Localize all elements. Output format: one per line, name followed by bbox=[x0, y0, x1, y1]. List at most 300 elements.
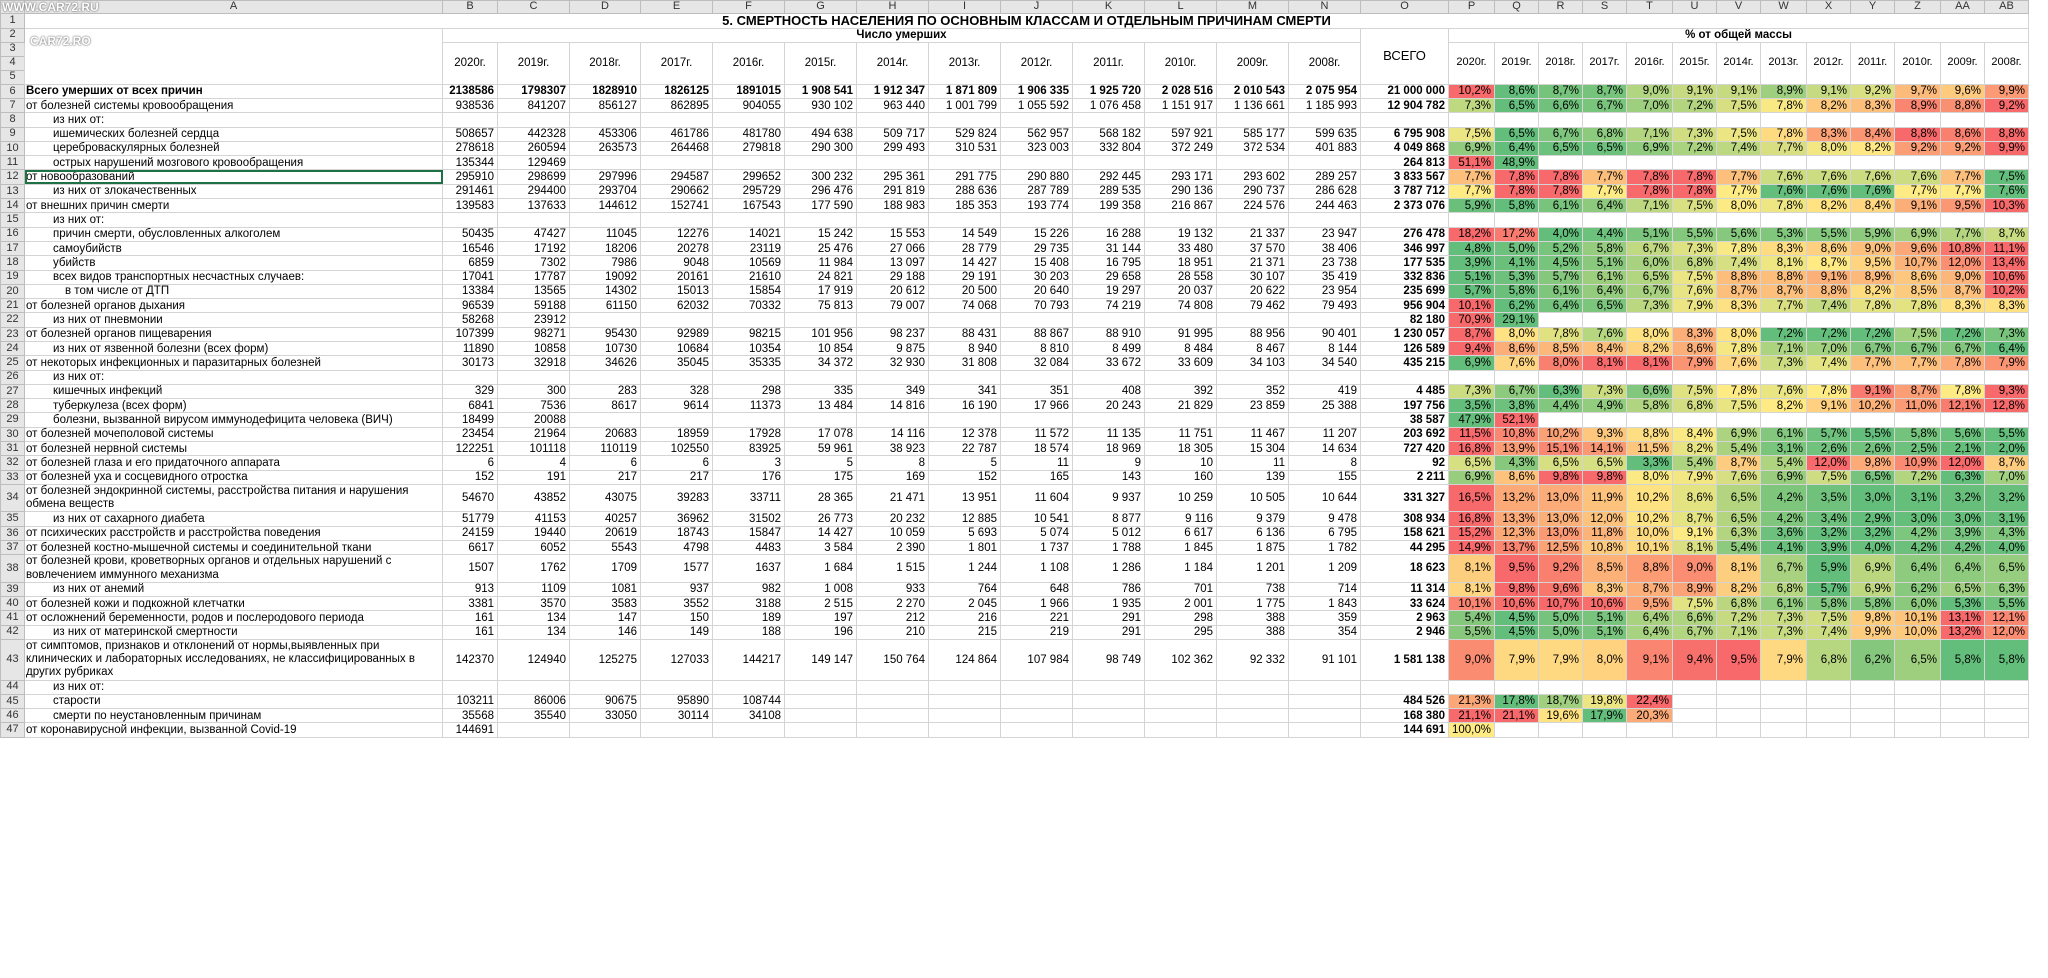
deaths-count-header[interactable]: Число умерших bbox=[443, 28, 1361, 42]
percent-cell[interactable]: 7,5% bbox=[1673, 199, 1717, 213]
value-cell[interactable] bbox=[1145, 370, 1217, 384]
row-number[interactable]: 24 bbox=[1, 341, 25, 355]
value-cell[interactable]: 2 270 bbox=[857, 597, 929, 611]
value-cell[interactable]: 19092 bbox=[570, 270, 641, 284]
value-cell[interactable]: 4798 bbox=[641, 540, 713, 554]
percent-cell[interactable] bbox=[1627, 680, 1673, 694]
value-cell[interactable] bbox=[498, 113, 570, 127]
value-cell[interactable]: 1 136 661 bbox=[1217, 98, 1289, 112]
value-cell[interactable]: 160 bbox=[1145, 470, 1217, 484]
value-cell[interactable]: 3188 bbox=[713, 597, 785, 611]
percent-cell[interactable] bbox=[1807, 723, 1851, 737]
percent-cell[interactable]: 13,2% bbox=[1495, 484, 1539, 511]
row-number[interactable]: 13 bbox=[1, 184, 25, 198]
percent-cell[interactable] bbox=[1895, 723, 1941, 737]
percent-cell[interactable]: 10,2% bbox=[1627, 512, 1673, 526]
value-cell[interactable] bbox=[498, 370, 570, 384]
value-cell[interactable] bbox=[1289, 694, 1361, 708]
value-cell[interactable]: 1 925 720 bbox=[1073, 84, 1145, 98]
value-cell[interactable]: 11373 bbox=[713, 399, 785, 413]
percent-cell[interactable]: 8,9% bbox=[1673, 582, 1717, 596]
value-cell[interactable]: 32918 bbox=[498, 356, 570, 370]
percent-cell[interactable]: 7,6% bbox=[1851, 184, 1895, 198]
percent-cell[interactable]: 9,0% bbox=[1627, 84, 1673, 98]
value-cell[interactable]: 92989 bbox=[641, 327, 713, 341]
total-cell[interactable]: 168 380 bbox=[1361, 709, 1449, 723]
percent-cell[interactable] bbox=[1717, 709, 1761, 723]
value-cell[interactable]: 1891015 bbox=[713, 84, 785, 98]
percent-cell[interactable]: 9,2% bbox=[1895, 141, 1941, 155]
percent-cell[interactable]: 15,2% bbox=[1449, 526, 1495, 540]
value-cell[interactable]: 62032 bbox=[641, 299, 713, 313]
value-cell[interactable] bbox=[1145, 313, 1217, 327]
value-cell[interactable]: 29 191 bbox=[929, 270, 1001, 284]
value-cell[interactable]: 529 824 bbox=[929, 127, 1001, 141]
percent-cell[interactable]: 8,4% bbox=[1851, 199, 1895, 213]
percent-cell[interactable]: 9,8% bbox=[1851, 456, 1895, 470]
percent-cell[interactable]: 6,4% bbox=[1539, 299, 1583, 313]
value-cell[interactable] bbox=[1145, 113, 1217, 127]
value-cell[interactable]: 21610 bbox=[713, 270, 785, 284]
year-header[interactable]: 2012г. bbox=[1001, 42, 1073, 84]
value-cell[interactable]: 453306 bbox=[570, 127, 641, 141]
percent-cell[interactable] bbox=[1539, 413, 1583, 427]
percent-cell[interactable]: 7,2% bbox=[1761, 327, 1807, 341]
total-cell[interactable] bbox=[1361, 680, 1449, 694]
value-cell[interactable]: 1826125 bbox=[641, 84, 713, 98]
percent-cell[interactable] bbox=[1627, 213, 1673, 227]
value-cell[interactable] bbox=[929, 723, 1001, 737]
percent-cell[interactable] bbox=[1895, 156, 1941, 170]
percent-cell[interactable]: 5,0% bbox=[1495, 241, 1539, 255]
row-label[interactable]: от болезней глаза и его придаточного аппарата bbox=[25, 456, 443, 470]
percent-cell[interactable] bbox=[1941, 694, 1985, 708]
value-cell[interactable]: 7986 bbox=[570, 256, 641, 270]
value-cell[interactable]: 23912 bbox=[498, 313, 570, 327]
total-cell[interactable]: 2 211 bbox=[1361, 470, 1449, 484]
value-cell[interactable]: 161 bbox=[443, 625, 498, 639]
percent-cell[interactable]: 8,7% bbox=[1673, 512, 1717, 526]
pct-year-header[interactable]: 2008г. bbox=[1985, 42, 2029, 84]
percent-cell[interactable] bbox=[1807, 213, 1851, 227]
percent-cell[interactable]: 9,1% bbox=[1673, 84, 1717, 98]
column-header-z[interactable]: Z bbox=[1895, 1, 1941, 14]
percent-cell[interactable]: 7,8% bbox=[1761, 199, 1807, 213]
percent-cell[interactable]: 8,4% bbox=[1583, 341, 1627, 355]
value-cell[interactable]: 296 476 bbox=[785, 184, 857, 198]
percent-cell[interactable] bbox=[1673, 370, 1717, 384]
value-cell[interactable]: 41153 bbox=[498, 512, 570, 526]
value-cell[interactable]: 329 bbox=[443, 384, 498, 398]
percent-cell[interactable]: 5,5% bbox=[1985, 427, 2029, 441]
value-cell[interactable]: 147 bbox=[570, 611, 641, 625]
percent-cell[interactable]: 8,5% bbox=[1539, 341, 1583, 355]
percent-cell[interactable]: 6,9% bbox=[1851, 582, 1895, 596]
value-cell[interactable]: 2 075 954 bbox=[1289, 84, 1361, 98]
value-cell[interactable]: 714 bbox=[1289, 582, 1361, 596]
column-header-f[interactable]: F bbox=[713, 1, 785, 14]
value-cell[interactable]: 5 074 bbox=[1001, 526, 1073, 540]
value-cell[interactable]: 34 103 bbox=[1217, 356, 1289, 370]
value-cell[interactable]: 913 bbox=[443, 582, 498, 596]
value-cell[interactable]: 79 493 bbox=[1289, 299, 1361, 313]
row-number[interactable]: 2 bbox=[1, 28, 25, 42]
value-cell[interactable]: 139583 bbox=[443, 199, 498, 213]
value-cell[interactable]: 125275 bbox=[570, 639, 641, 680]
value-cell[interactable]: 11890 bbox=[443, 341, 498, 355]
value-cell[interactable]: 221 bbox=[1001, 611, 1073, 625]
percent-cell[interactable]: 5,5% bbox=[1985, 597, 2029, 611]
value-cell[interactable]: 40257 bbox=[570, 512, 641, 526]
value-cell[interactable]: 23 738 bbox=[1289, 256, 1361, 270]
percent-cell[interactable]: 8,1% bbox=[1673, 540, 1717, 554]
percent-cell[interactable]: 6,7% bbox=[1673, 625, 1717, 639]
value-cell[interactable]: 24159 bbox=[443, 526, 498, 540]
value-cell[interactable] bbox=[641, 680, 713, 694]
value-cell[interactable]: 1 055 592 bbox=[1001, 98, 1073, 112]
value-cell[interactable]: 110119 bbox=[570, 442, 641, 456]
pct-year-header[interactable]: 2016г. bbox=[1627, 42, 1673, 84]
value-cell[interactable]: 13 951 bbox=[929, 484, 1001, 511]
percent-cell[interactable]: 12,8% bbox=[1985, 399, 2029, 413]
value-cell[interactable]: 135344 bbox=[443, 156, 498, 170]
percent-cell[interactable]: 4,2% bbox=[1895, 540, 1941, 554]
value-cell[interactable] bbox=[929, 313, 1001, 327]
value-cell[interactable]: 33 672 bbox=[1073, 356, 1145, 370]
value-cell[interactable]: 11 207 bbox=[1289, 427, 1361, 441]
percent-cell[interactable] bbox=[1851, 156, 1895, 170]
total-cell[interactable]: 126 589 bbox=[1361, 341, 1449, 355]
value-cell[interactable]: 33050 bbox=[570, 709, 641, 723]
value-cell[interactable]: 210 bbox=[857, 625, 929, 639]
value-cell[interactable] bbox=[641, 370, 713, 384]
percent-cell[interactable]: 7,1% bbox=[1627, 127, 1673, 141]
percent-cell[interactable]: 7,8% bbox=[1761, 127, 1807, 141]
value-cell[interactable]: 9 875 bbox=[857, 341, 929, 355]
value-cell[interactable]: 83925 bbox=[713, 442, 785, 456]
percent-cell[interactable]: 7,5% bbox=[1985, 170, 2029, 184]
column-header-l[interactable]: L bbox=[1145, 1, 1217, 14]
percent-cell[interactable]: 8,1% bbox=[1449, 582, 1495, 596]
percent-cell[interactable]: 7,6% bbox=[1761, 184, 1807, 198]
percent-cell[interactable]: 12,0% bbox=[1583, 512, 1627, 526]
percent-cell[interactable]: 7,3% bbox=[1985, 327, 2029, 341]
value-cell[interactable]: 143 bbox=[1073, 470, 1145, 484]
value-cell[interactable]: 10 059 bbox=[857, 526, 929, 540]
percent-cell[interactable]: 7,2% bbox=[1673, 98, 1717, 112]
percent-cell[interactable]: 8,3% bbox=[1985, 299, 2029, 313]
percent-cell[interactable]: 6,8% bbox=[1583, 127, 1627, 141]
value-cell[interactable]: 1 201 bbox=[1217, 555, 1289, 582]
percent-cell[interactable]: 3,0% bbox=[1895, 512, 1941, 526]
value-cell[interactable]: 34 540 bbox=[1289, 356, 1361, 370]
percent-cell[interactable]: 6,4% bbox=[1941, 555, 1985, 582]
value-cell[interactable]: 300 bbox=[498, 384, 570, 398]
percent-cell[interactable] bbox=[1761, 694, 1807, 708]
percent-cell[interactable]: 5,8% bbox=[1985, 639, 2029, 680]
percent-cell[interactable]: 13,0% bbox=[1539, 526, 1583, 540]
value-cell[interactable]: 1637 bbox=[713, 555, 785, 582]
percent-cell[interactable]: 18,7% bbox=[1539, 694, 1583, 708]
value-cell[interactable]: 288 636 bbox=[929, 184, 1001, 198]
percent-cell[interactable]: 10,8% bbox=[1495, 427, 1539, 441]
row-number[interactable]: 14 bbox=[1, 199, 25, 213]
value-cell[interactable]: 108744 bbox=[713, 694, 785, 708]
percent-cell[interactable]: 6,4% bbox=[1895, 555, 1941, 582]
percent-cell[interactable]: 11,8% bbox=[1583, 526, 1627, 540]
value-cell[interactable]: 6 bbox=[570, 456, 641, 470]
value-cell[interactable] bbox=[570, 723, 641, 737]
percent-cell[interactable]: 4,4% bbox=[1583, 227, 1627, 241]
percent-cell[interactable]: 10,6% bbox=[1985, 270, 2029, 284]
percent-cell[interactable]: 4,1% bbox=[1761, 540, 1807, 554]
value-cell[interactable] bbox=[785, 156, 857, 170]
percent-cell[interactable]: 5,1% bbox=[1449, 270, 1495, 284]
percent-cell[interactable]: 21,1% bbox=[1449, 709, 1495, 723]
pct-year-header[interactable]: 2014г. bbox=[1717, 42, 1761, 84]
total-cell[interactable]: 44 295 bbox=[1361, 540, 1449, 554]
percent-cell[interactable]: 7,1% bbox=[1761, 341, 1807, 355]
percent-cell[interactable]: 7,8% bbox=[1717, 341, 1761, 355]
total-cell[interactable]: 1 230 057 bbox=[1361, 327, 1449, 341]
percent-cell[interactable]: 4,3% bbox=[1495, 456, 1539, 470]
value-cell[interactable]: 199 358 bbox=[1073, 199, 1145, 213]
percent-cell[interactable]: 10,7% bbox=[1895, 256, 1941, 270]
value-cell[interactable] bbox=[1289, 113, 1361, 127]
value-cell[interactable]: 152 bbox=[443, 470, 498, 484]
percent-cell[interactable]: 4,5% bbox=[1539, 256, 1583, 270]
percent-cell[interactable]: 19,6% bbox=[1539, 709, 1583, 723]
value-cell[interactable]: 862895 bbox=[641, 98, 713, 112]
value-cell[interactable]: 10354 bbox=[713, 341, 785, 355]
percent-cell[interactable] bbox=[1583, 723, 1627, 737]
pct-year-header[interactable]: 2015г. bbox=[1673, 42, 1717, 84]
percent-cell[interactable]: 4,5% bbox=[1495, 625, 1539, 639]
percent-cell[interactable]: 5,4% bbox=[1717, 442, 1761, 456]
value-cell[interactable] bbox=[443, 213, 498, 227]
value-cell[interactable]: 9 379 bbox=[1217, 512, 1289, 526]
value-cell[interactable]: 9 478 bbox=[1289, 512, 1361, 526]
row-number[interactable]: 21 bbox=[1, 299, 25, 313]
percent-cell[interactable]: 8,6% bbox=[1807, 241, 1851, 255]
percent-cell[interactable] bbox=[1495, 723, 1539, 737]
column-header-k[interactable]: K bbox=[1073, 1, 1145, 14]
row-label[interactable]: старости bbox=[25, 694, 443, 708]
value-cell[interactable]: 35045 bbox=[641, 356, 713, 370]
percent-cell[interactable]: 8,6% bbox=[1673, 341, 1717, 355]
value-cell[interactable]: 7302 bbox=[498, 256, 570, 270]
percent-cell[interactable] bbox=[1627, 113, 1673, 127]
value-cell[interactable]: 14 427 bbox=[929, 256, 1001, 270]
value-cell[interactable]: 74 068 bbox=[929, 299, 1001, 313]
value-cell[interactable]: 6859 bbox=[443, 256, 498, 270]
percent-cell[interactable]: 21,3% bbox=[1449, 694, 1495, 708]
pct-year-header[interactable]: 2018г. bbox=[1539, 42, 1583, 84]
value-cell[interactable]: 1 209 bbox=[1289, 555, 1361, 582]
total-cell[interactable]: 2 946 bbox=[1361, 625, 1449, 639]
percent-cell[interactable]: 8,7% bbox=[1627, 582, 1673, 596]
value-cell[interactable]: 17041 bbox=[443, 270, 498, 284]
value-cell[interactable] bbox=[1289, 213, 1361, 227]
percent-cell[interactable]: 48,9% bbox=[1495, 156, 1539, 170]
percent-cell[interactable]: 3,4% bbox=[1807, 512, 1851, 526]
percent-cell[interactable]: 8,6% bbox=[1895, 270, 1941, 284]
value-cell[interactable]: 1 151 917 bbox=[1145, 98, 1217, 112]
value-cell[interactable]: 8617 bbox=[570, 399, 641, 413]
percent-cell[interactable]: 6,6% bbox=[1539, 98, 1583, 112]
percent-cell[interactable]: 7,7% bbox=[1941, 184, 1985, 198]
value-cell[interactable]: 20683 bbox=[570, 427, 641, 441]
column-header-j[interactable]: J bbox=[1001, 1, 1073, 14]
percent-cell[interactable]: 10,6% bbox=[1583, 597, 1627, 611]
value-cell[interactable] bbox=[857, 370, 929, 384]
value-cell[interactable]: 29 658 bbox=[1073, 270, 1145, 284]
percent-cell[interactable]: 8,2% bbox=[1851, 141, 1895, 155]
value-cell[interactable]: 335 bbox=[785, 384, 857, 398]
value-cell[interactable]: 294587 bbox=[641, 170, 713, 184]
percent-cell[interactable]: 9,2% bbox=[1539, 555, 1583, 582]
value-cell[interactable]: 291 819 bbox=[857, 184, 929, 198]
percent-cell[interactable] bbox=[1495, 213, 1539, 227]
value-cell[interactable] bbox=[1217, 723, 1289, 737]
value-cell[interactable]: 35335 bbox=[713, 356, 785, 370]
value-cell[interactable]: 9614 bbox=[641, 399, 713, 413]
percent-cell[interactable] bbox=[1985, 694, 2029, 708]
percent-cell[interactable]: 8,7% bbox=[1583, 84, 1627, 98]
value-cell[interactable]: 297996 bbox=[570, 170, 641, 184]
percent-cell[interactable] bbox=[1761, 313, 1807, 327]
value-cell[interactable]: 17 078 bbox=[785, 427, 857, 441]
percent-cell[interactable] bbox=[1895, 370, 1941, 384]
percent-cell[interactable]: 7,7% bbox=[1895, 184, 1941, 198]
percent-cell[interactable]: 7,8% bbox=[1895, 299, 1941, 313]
percent-cell[interactable]: 7,9% bbox=[1495, 639, 1539, 680]
row-number[interactable]: 34 bbox=[1, 484, 25, 511]
percent-cell[interactable] bbox=[1449, 680, 1495, 694]
value-cell[interactable] bbox=[570, 156, 641, 170]
percent-cell[interactable]: 8,7% bbox=[1761, 284, 1807, 298]
value-cell[interactable]: 461786 bbox=[641, 127, 713, 141]
sheet-title[interactable]: 5. СМЕРТНОСТЬ НАСЕЛЕНИЯ ПО ОСНОВНЫМ КЛАССАМ И ОТДЕЛЬНЫМ ПРИЧИНАМ СМЕРТИ bbox=[25, 14, 2029, 29]
value-cell[interactable] bbox=[1001, 709, 1073, 723]
value-cell[interactable]: 289 535 bbox=[1073, 184, 1145, 198]
total-cell[interactable]: 331 327 bbox=[1361, 484, 1449, 511]
total-header[interactable]: ВСЕГО bbox=[1361, 28, 1449, 84]
percent-cell[interactable] bbox=[1985, 313, 2029, 327]
percent-cell[interactable] bbox=[1895, 113, 1941, 127]
value-cell[interactable]: 13 097 bbox=[857, 256, 929, 270]
value-cell[interactable] bbox=[785, 680, 857, 694]
pct-year-header[interactable]: 2009г. bbox=[1941, 42, 1985, 84]
value-cell[interactable]: 20619 bbox=[570, 526, 641, 540]
value-cell[interactable]: 9 bbox=[1073, 456, 1145, 470]
value-cell[interactable]: 295 361 bbox=[857, 170, 929, 184]
value-cell[interactable]: 18499 bbox=[443, 413, 498, 427]
percent-cell[interactable]: 8,2% bbox=[1761, 399, 1807, 413]
value-cell[interactable]: 291 bbox=[1073, 611, 1145, 625]
percent-cell[interactable] bbox=[1627, 413, 1673, 427]
percent-cell[interactable]: 8,4% bbox=[1673, 427, 1717, 441]
percent-cell[interactable]: 22,4% bbox=[1627, 694, 1673, 708]
value-cell[interactable]: 17192 bbox=[498, 241, 570, 255]
percent-cell[interactable]: 6,7% bbox=[1627, 241, 1673, 255]
value-cell[interactable]: 1 244 bbox=[929, 555, 1001, 582]
percent-cell[interactable] bbox=[1941, 723, 1985, 737]
value-cell[interactable]: 142370 bbox=[443, 639, 498, 680]
value-cell[interactable]: 300 232 bbox=[785, 170, 857, 184]
value-cell[interactable] bbox=[1217, 156, 1289, 170]
percent-cell[interactable]: 8,5% bbox=[1583, 555, 1627, 582]
value-cell[interactable]: 22 787 bbox=[929, 442, 1001, 456]
percent-cell[interactable]: 7,2% bbox=[1673, 141, 1717, 155]
percent-cell[interactable]: 9,5% bbox=[1495, 555, 1539, 582]
value-cell[interactable]: 28 365 bbox=[785, 484, 857, 511]
percent-cell[interactable]: 7,7% bbox=[1717, 170, 1761, 184]
value-cell[interactable]: 12 378 bbox=[929, 427, 1001, 441]
value-cell[interactable] bbox=[498, 723, 570, 737]
row-number[interactable]: 43 bbox=[1, 639, 25, 680]
value-cell[interactable]: 27 066 bbox=[857, 241, 929, 255]
value-cell[interactable]: 286 628 bbox=[1289, 184, 1361, 198]
column-header-i[interactable]: I bbox=[929, 1, 1001, 14]
value-cell[interactable]: 20278 bbox=[641, 241, 713, 255]
value-cell[interactable]: 161 bbox=[443, 611, 498, 625]
value-cell[interactable]: 12 885 bbox=[929, 512, 1001, 526]
percent-cell[interactable]: 12,1% bbox=[1941, 399, 1985, 413]
value-cell[interactable]: 34108 bbox=[713, 709, 785, 723]
percent-cell[interactable]: 11,9% bbox=[1583, 484, 1627, 511]
value-cell[interactable]: 124940 bbox=[498, 639, 570, 680]
value-cell[interactable]: 54670 bbox=[443, 484, 498, 511]
total-cell[interactable]: 346 997 bbox=[1361, 241, 1449, 255]
percent-cell[interactable]: 10,8% bbox=[1583, 540, 1627, 554]
value-cell[interactable]: 96539 bbox=[443, 299, 498, 313]
value-cell[interactable]: 95890 bbox=[641, 694, 713, 708]
percent-cell[interactable]: 5,9% bbox=[1851, 227, 1895, 241]
value-cell[interactable]: 15013 bbox=[641, 284, 713, 298]
percent-cell[interactable]: 7,5% bbox=[1673, 384, 1717, 398]
row-label[interactable]: от болезней системы кровообращения bbox=[25, 98, 443, 112]
value-cell[interactable]: 481780 bbox=[713, 127, 785, 141]
value-cell[interactable]: 278618 bbox=[443, 141, 498, 155]
percent-cell[interactable]: 3,2% bbox=[1941, 484, 1985, 511]
value-cell[interactable]: 408 bbox=[1073, 384, 1145, 398]
percent-cell[interactable]: 5,1% bbox=[1583, 611, 1627, 625]
column-header-n[interactable]: N bbox=[1289, 1, 1361, 14]
value-cell[interactable]: 341 bbox=[929, 384, 1001, 398]
percent-cell[interactable]: 8,8% bbox=[1895, 127, 1941, 141]
percent-cell[interactable]: 7,7% bbox=[1449, 184, 1495, 198]
value-cell[interactable]: 36962 bbox=[641, 512, 713, 526]
percent-cell[interactable]: 6,5% bbox=[1985, 555, 2029, 582]
percent-cell[interactable]: 6,9% bbox=[1627, 141, 1673, 155]
percent-cell[interactable]: 12,5% bbox=[1539, 540, 1583, 554]
pct-year-header[interactable]: 2010г. bbox=[1895, 42, 1941, 84]
row-number[interactable]: 27 bbox=[1, 384, 25, 398]
value-cell[interactable]: 6 bbox=[641, 456, 713, 470]
value-cell[interactable]: 91 101 bbox=[1289, 639, 1361, 680]
value-cell[interactable]: 38 923 bbox=[857, 442, 929, 456]
percent-cell[interactable]: 9,8% bbox=[1495, 582, 1539, 596]
column-header-h[interactable]: H bbox=[857, 1, 929, 14]
percent-cell[interactable]: 7,0% bbox=[1807, 341, 1851, 355]
percent-cell[interactable]: 9,5% bbox=[1851, 256, 1895, 270]
value-cell[interactable]: 30173 bbox=[443, 356, 498, 370]
value-cell[interactable]: 937 bbox=[641, 582, 713, 596]
value-cell[interactable]: 107 984 bbox=[1001, 639, 1073, 680]
percent-cell[interactable]: 4,1% bbox=[1495, 256, 1539, 270]
value-cell[interactable] bbox=[1217, 213, 1289, 227]
